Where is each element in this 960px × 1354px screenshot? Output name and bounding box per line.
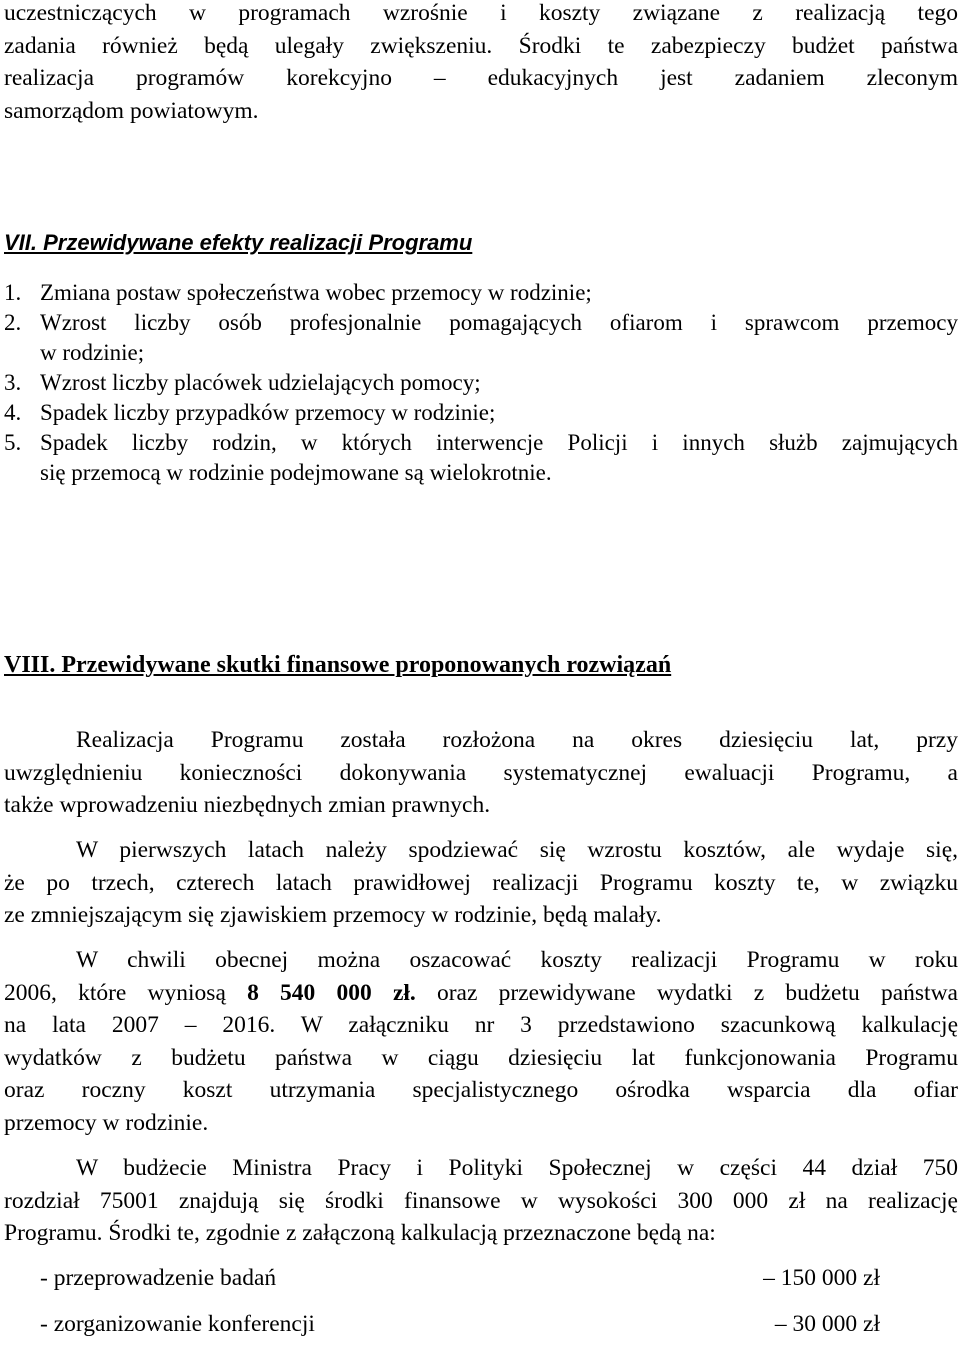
cost-items <box>40 1262 880 1354</box>
text-line: na lata 2007 – 2016. W załączniku nr 3 przedstawiono szacunkową kalkulację <box>4 1012 958 1038</box>
section-viii-heading: VIII. Przewidywane skutki finansowe proponowanych rozwiązań <box>4 652 672 678</box>
text-line: realizacja programów korekcyjno – edukacyjnych jest zadaniem zleconym <box>4 65 958 91</box>
text-line: rozdział 75001 znajdują się środki finansowe w wysokości 300 000 zł na realizację <box>4 1187 958 1214</box>
list-item: 2. Wzrost liczby osób profesjonalnie pomagających ofiarom i sprawcom przemocy w rodzinie; <box>4 310 958 365</box>
text-line: Realizacja Programu została rozłożona na okres dziesięciu lat, przy <box>76 727 958 753</box>
text-line: także wprowadzeniu niezbędnych zmian prawnych. <box>4 792 491 818</box>
text-line: ze zmniejszającym się zjawiskiem przemocy w rodzinie, będą malały. <box>4 902 662 928</box>
text-line: W budżecie Ministra Pracy i Polityki Społecznej w części 44 dział 750 <box>76 1155 958 1181</box>
text-line: wydatków z budżetu państwa w ciągu dziesięciu lat funkcjonowania Programu <box>4 1044 958 1071</box>
paragraph <box>4 944 958 1139</box>
text-line: samorządom powiatowym. <box>4 97 259 124</box>
list-item: 4. Spadek liczby przypadków przemocy w rodzinie; <box>4 400 496 425</box>
text-line: W chwili obecnej można oszacować koszty realizacji Programu w roku <box>76 947 958 973</box>
paragraph <box>4 1152 958 1250</box>
text-line: 2006, które wyniosą 8 540 000 zł. oraz przewidywane wydatki z budżetu państwa <box>4 979 958 1006</box>
list-item: 5. Spadek liczby rodzin, w których interwencje Policji i innych służb zajmujących się przemocą w rodzinie podejmowane są wielokrotnie. <box>4 430 958 485</box>
text-line: W pierwszych latach należy spodziewać się wzrostu kosztów, ale wydaje się, <box>76 837 958 863</box>
text-line: że po trzech, czterech latach prawidłowej realizacji Programu koszty te, w związku <box>4 869 958 896</box>
effects-list <box>4 278 958 488</box>
text-line: Programu. Środki te, zgodnie z załączoną kalkulacją przeznaczone będą na: <box>4 1220 716 1246</box>
text-line: przemocy w rodzinie. <box>4 1109 209 1136</box>
section-vii-heading: VII. Przewidywane efekty realizacji Programu <box>4 230 473 255</box>
text-line: uczestniczących w programach wzrośnie i koszty związane z realizacją tego <box>4 0 958 26</box>
list-item: 1. Zmiana postaw społeczeństwa wobec przemocy w rodzinie; <box>4 280 592 305</box>
text-line: uwzględnieniu konieczności dokonywania systematycznej ewaluacji Programu, a <box>4 759 958 786</box>
cost-row: - zorganizowanie konferencji – 30 000 zł <box>40 1311 880 1337</box>
list-item: 3. Wzrost liczby placówek udzielających pomocy; <box>4 370 481 395</box>
text-line: zadania również będą ulegały zwiększeniu. Środki te zabezpieczy budżet państwa <box>4 32 958 59</box>
cost-row: - przeprowadzenie badań – 150 000 zł <box>40 1265 880 1291</box>
paragraph <box>4 834 958 932</box>
cost-total: 8 540 000 zł. <box>247 979 416 1006</box>
intro-paragraph <box>4 0 958 127</box>
text-line: oraz roczny koszt utrzymania specjalistycznego ośrodka wsparcia dla ofiar <box>4 1077 958 1103</box>
paragraph <box>4 724 958 822</box>
